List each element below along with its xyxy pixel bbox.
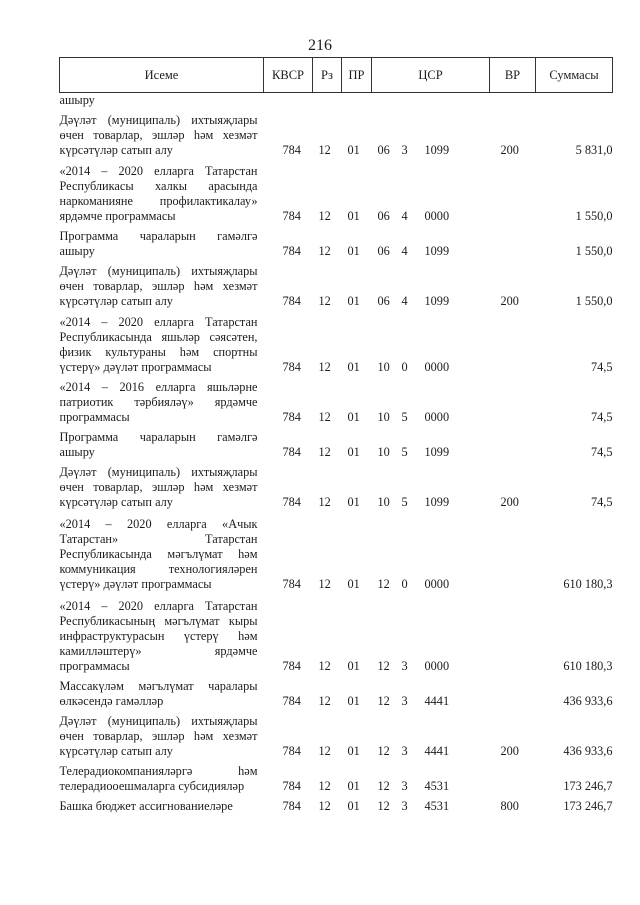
cell-name: Дәүләт (муниципаль) ихтыяҗлары өчен товарлар, эшләр һәм хезмәт күрсәтүләр сатып алу [59,714,258,758]
cell-kvsr: 784 [282,495,301,509]
cell-vr [490,674,536,709]
cell-pr: 01 [347,577,360,591]
csr-part-csr3: 4531 [424,799,450,813]
page-number: 216 [308,37,332,54]
cell-kvsr: 784 [282,659,301,673]
cell-name: Массакүләм мәгълүмат чаралары өлкәсендә гамәлләр [59,679,258,708]
csr-part-csr2: 4 [401,209,408,223]
table-row [60,93,613,109]
csr-part-csr3: 1099 [424,445,450,459]
csr-part-csr2: 3 [401,744,408,758]
cell-rz: 12 [318,779,331,793]
cell-rz: 12 [318,744,331,758]
csr-part-csr3: 0000 [424,410,450,424]
csr-code [372,495,490,510]
csr-part-csr3: 1099 [424,143,450,157]
cell-pr [342,93,372,109]
csr-code [372,244,490,259]
cell-vr: 800 [500,799,519,813]
cell-csr [372,93,490,109]
cell-name: «2014 – 2020 елларга Татарстан Республикасы халкы арасында наркоманияне профилактикалау» ярдәмче программасы [59,164,258,223]
cell-sum: 610 180,3 [563,577,613,591]
cell-name: Дәүләт (муниципаль) ихтыяҗлары өчен товарлар, эшләр һәм хезмәт күрсәтүләр сатып алу [59,465,258,509]
csr-part-csr1: 12 [377,744,390,758]
csr-part-csr2: 4 [401,244,408,258]
csr-part-csr3: 1099 [424,495,450,509]
cell-rz: 12 [318,694,331,708]
cell-kvsr: 784 [282,577,301,591]
cell-sum: 436 933,6 [563,694,613,708]
csr-part-csr3: 1099 [424,244,450,258]
cell-sum: 74,5 [590,495,613,509]
cell-rz: 12 [318,799,331,813]
table-body [60,93,613,815]
cell-rz: 12 [318,445,331,459]
cell-csr [372,794,490,814]
cell-csr [372,108,490,158]
budget-table [59,57,613,814]
header-csr: ЦСР [372,58,490,93]
cell-vr [490,309,536,375]
csr-part-csr2: 4 [401,294,408,308]
cell-name: «2014 – 2016 елларга яшьләрне патриотик тәрбияләү» ярдәмче программасы [59,380,258,424]
cell-name: ашыру [59,93,95,107]
csr-part-csr3: 0000 [424,209,450,223]
csr-part-csr2: 5 [401,445,408,459]
csr-part-csr3: 0000 [424,360,450,374]
table-row [60,592,613,674]
cell-kvsr: 784 [282,694,301,708]
cell-kvsr: 784 [282,779,301,793]
cell-csr [372,375,490,425]
cell-name: «2014 – 2020 елларга «Ачык Татарстан» Татарстан Республикасында мәгълүмат һәм коммуникация технологияләрен үстерү» дәүләт программасы [59,517,258,591]
cell-csr [372,158,490,224]
header-vr: ВР [490,58,536,93]
csr-part-csr3: 0000 [424,577,450,591]
csr-part-csr3: 0000 [424,659,450,673]
table-row [60,460,613,510]
cell-sum: 5 831,0 [575,143,613,157]
table-row [60,759,613,794]
cell-vr: 200 [500,495,519,509]
cell-pr: 01 [347,209,360,223]
table-row [60,709,613,759]
header-rz: Рз [313,58,342,93]
cell-rz: 12 [318,577,331,591]
cell-kvsr: 784 [282,799,301,813]
cell-csr [372,460,490,510]
csr-part-csr1: 10 [377,495,390,509]
csr-part-csr2: 3 [401,659,408,673]
csr-part-csr2: 3 [401,799,408,813]
csr-part-csr1: 10 [377,360,390,374]
table-row [60,425,613,460]
csr-code [372,410,490,425]
csr-part-csr3: 4531 [424,779,450,793]
csr-code [372,779,490,794]
csr-part-csr1: 06 [377,209,390,223]
header-name: Исеме [60,58,264,93]
cell-pr: 01 [347,294,360,308]
cell-pr: 01 [347,799,360,813]
csr-part-csr1: 06 [377,294,390,308]
table-row [60,375,613,425]
csr-part-csr1: 10 [377,445,390,459]
table-row [60,794,613,814]
cell-vr [490,224,536,259]
cell-rz: 12 [318,659,331,673]
cell-sum: 436 933,6 [563,744,613,758]
cell-vr [490,375,536,425]
cell-kvsr: 784 [282,445,301,459]
cell-csr [372,759,490,794]
cell-rz: 12 [318,294,331,308]
csr-part-csr2: 5 [401,410,408,424]
cell-rz [313,93,342,109]
cell-sum: 1 550,0 [575,244,613,258]
csr-part-csr1: 12 [377,577,390,591]
table-row [60,224,613,259]
csr-code [372,744,490,759]
csr-code [372,577,490,592]
csr-code [372,445,490,460]
cell-name: «2014 – 2020 елларга Татарстан Республикасының мәгълүмат кыры инфраструктурасын үстерү һәм камилләштерү» ярдәмче программасы [59,599,258,673]
cell-vr [490,759,536,794]
csr-code [372,659,490,674]
cell-csr [372,259,490,309]
cell-pr: 01 [347,410,360,424]
csr-part-csr1: 06 [377,143,390,157]
csr-code [372,360,490,375]
csr-part-csr2: 0 [401,360,408,374]
cell-sum: 1 550,0 [575,209,613,223]
csr-code [372,143,490,158]
csr-part-csr1: 12 [377,779,390,793]
cell-vr [490,425,536,460]
cell-vr [490,592,536,674]
csr-part-csr1: 12 [377,659,390,673]
table-row [60,309,613,375]
csr-part-csr1: 12 [377,799,390,813]
csr-part-csr2: 5 [401,495,408,509]
cell-pr: 01 [347,143,360,157]
cell-sum: 74,5 [590,360,613,374]
cell-kvsr: 784 [282,209,301,223]
cell-name: Башка бюджет ассигнованиеләре [59,799,233,813]
cell-pr: 01 [347,445,360,459]
cell-kvsr: 784 [282,143,301,157]
cell-sum: 610 180,3 [563,659,613,673]
cell-name: Телерадиокомпанияләргә һәм телерадиооешмаларга субсидияләр [59,764,258,793]
cell-pr: 01 [347,495,360,509]
cell-pr: 01 [347,659,360,673]
cell-vr: 200 [500,294,519,308]
table-row [60,158,613,224]
cell-rz: 12 [318,410,331,424]
cell-vr [490,158,536,224]
header-sum: Суммасы [536,58,613,93]
table-row [60,108,613,158]
cell-vr [490,93,536,109]
cell-kvsr: 784 [282,410,301,424]
csr-code [372,799,490,814]
cell-rz: 12 [318,360,331,374]
cell-kvsr: 784 [282,360,301,374]
cell-kvsr: 784 [282,244,301,258]
table-row [60,510,613,592]
table-row [60,674,613,709]
table-header [60,58,613,93]
cell-kvsr: 784 [282,744,301,758]
cell-pr: 01 [347,744,360,758]
cell-csr [372,224,490,259]
cell-pr: 01 [347,244,360,258]
cell-vr: 200 [500,143,519,157]
cell-sum: 1 550,0 [575,294,613,308]
cell-pr: 01 [347,779,360,793]
csr-part-csr3: 1099 [424,294,450,308]
cell-csr [372,592,490,674]
cell-rz: 12 [318,244,331,258]
cell-name: Программа чараларын гамәлгә ашыру [59,229,258,258]
cell-vr: 200 [500,744,519,758]
cell-name: Дәүләт (муниципаль) ихтыяҗлары өчен товарлар, эшләр һәм хезмәт күрсәтүләр сатып алу [59,113,258,157]
header-pr: ПР [342,58,372,93]
cell-name: «2014 – 2020 елларга Татарстан Республикасында яшьләр сәясәтен, физик культураны һәм спортны үстерү» дәүләт программасы [59,315,258,374]
csr-part-csr1: 12 [377,694,390,708]
cell-sum: 173 246,7 [563,799,613,813]
cell-rz: 12 [318,143,331,157]
csr-part-csr2: 3 [401,143,408,157]
cell-sum: 173 246,7 [563,779,613,793]
csr-code [372,209,490,224]
cell-vr [490,510,536,592]
cell-pr: 01 [347,360,360,374]
cell-csr [372,510,490,592]
csr-part-csr2: 3 [401,779,408,793]
csr-part-csr1: 06 [377,244,390,258]
csr-part-csr3: 4441 [424,694,450,708]
cell-csr [372,674,490,709]
cell-name: Дәүләт (муниципаль) ихтыяҗлары өчен товарлар, эшләр һәм хезмәт күрсәтүләр сатып алу [59,264,258,308]
csr-code [372,694,490,709]
cell-rz: 12 [318,495,331,509]
cell-csr [372,425,490,460]
cell-kvsr: 784 [282,294,301,308]
csr-part-csr2: 0 [401,577,408,591]
cell-pr: 01 [347,694,360,708]
table-row [60,259,613,309]
cell-sum: 74,5 [590,445,613,459]
csr-part-csr1: 10 [377,410,390,424]
cell-name: Программа чараларын гамәлгә ашыру [59,430,258,459]
cell-csr [372,709,490,759]
header-kvsr: КВСР [264,58,313,93]
cell-rz: 12 [318,209,331,223]
csr-part-csr2: 3 [401,694,408,708]
cell-kvsr [264,93,313,109]
cell-sum: 74,5 [590,410,613,424]
cell-sum [536,93,613,109]
csr-part-csr3: 4441 [424,744,450,758]
cell-csr [372,309,490,375]
csr-code [372,294,490,309]
